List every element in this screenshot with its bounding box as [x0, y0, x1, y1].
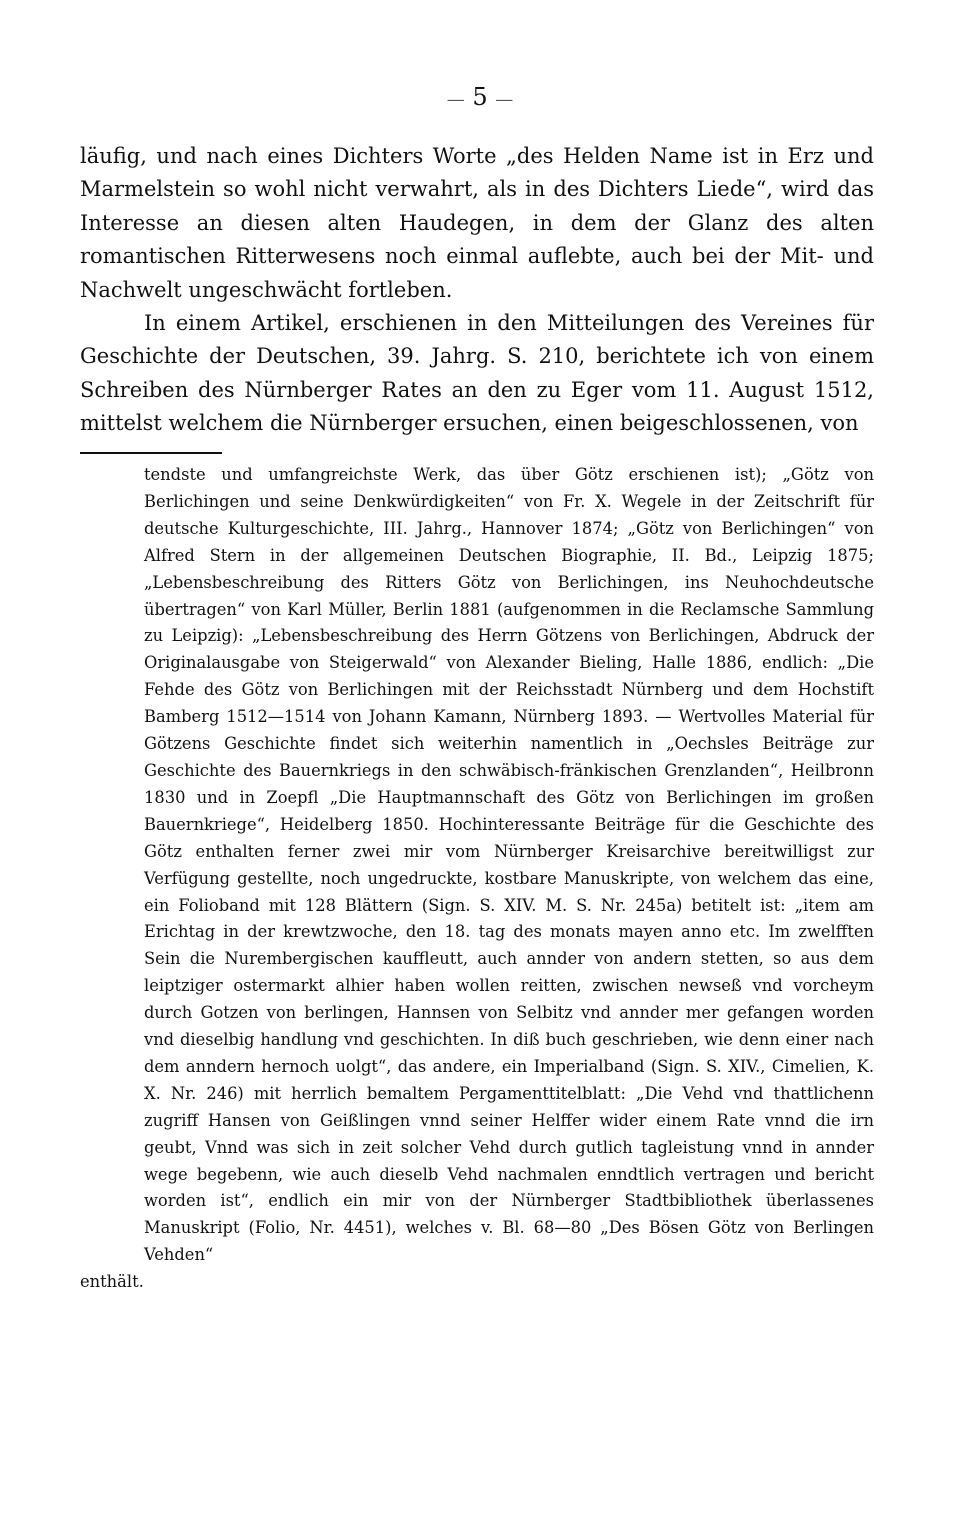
footnote-paragraph-1: tendste und umfangreichste Werk, das über Götz erschienen ist); „Götz von Berlichingen und seine Denkwürdigkeiten“ von Fr. X. Wegele in der Zeitschrift für deutsche Kulturgeschichte, III. Jahrg., Hannover 1874; „Götz von Berlichingen“ von Alfred Stern in der allgemeinen Deutschen Biographie, II. Bd., Leipzig 1875; „Lebensbeschreibung des Ritters Götz von Berlichingen, ins Neuhochdeutsche übertragen“ von Karl Müller, Berlin 1881 (aufgenommen in die Reclamsche Sammlung zu Leipzig): „Lebensbeschreibung des Herrn Götzens von Berlichingen, Abdruck der Originalausgabe von Steigerwald“ von Alexander Bieling, Halle 1886, endlich: „Die Fehde des Götz von Berlichingen mit der Reichsstadt Nürnberg und dem Hochstift Bamberg 1512—1514 von Johann Kamann, Nürnberg 1893. — Wertvolles Material für Götzens Geschichte findet sich weiterhin namentlich in „Oechsles Beiträge zur Geschichte des Bauernkriegs in den schwäbisch-fränkischen Grenzlanden“, Heilbronn 1830 und in Zoepfl „Die Hauptmannschaft des Götz von Berlichingen im großen Bauernkriege“, Heidelberg 1850. Hochinteressante Beiträge für die Geschichte des Götz enthalten ferner zwei mir vom Nürnberger Kreisarchive bereitwilligst zur Verfügung gestellte, noch ungedruckte, kostbare Manuskripte, von welchem das eine, ein Folioband mit 128 Blättern (Sign. S. XIV. M. S. Nr. 245a) betitelt ist: „item am Erichtag in der krewtzwoche, den 18. tag des monats mayen anno etc. Im zwelfften Sein die Nurembergischen kauffleutt, auch annder von andern stetten, so aus dem leiptziger ostermarkt alhier haben wollen reitten, zwischen newseß vnd vorcheym durch Gotzen von berlingen, Hannsen von Selbitz vnd annder mer gefangen worden vnd dieselbig handlung vnd geschichten. In diß buch geschrieben, wie denn einer nach dem anndern hernoch uolgt“, das andere, ein Imperialband (Sign. S. XIV., Cimelien, K. X. Nr. 246) mit herrlich bemaltem Pergamenttitelblatt: „Die Vehd vnd thattlichenn zugriff Hansen von Geißlingen vnnd seiner Helffer wider einem Rate vnnd die irn geubt, Vnnd was sich in zeit solcher Vehd durch gutlich tagleistung vnnd in annder wege begebenn, wie auch dieselb Vehd nachmalen enndtlich vertragen und bericht worden ist“, endlich ein mir von der Nürnberger Stadtbibliothek überlassenes Manuskript (Folio, Nr. 4451), welches v. Bl. 68—80 „Des Bösen Götz von Berlingen Vehden“	[144, 465, 874, 1265]
page-number-dash-right: —	[495, 89, 514, 110]
footnote-last-line: enthält.	[80, 1272, 144, 1292]
main-paragraph-2: In einem Artikel, erschienen in den Mitteilungen des Vereines für Geschichte der Deutschen, 39. Jahrg. S. 210, berichtete ich von einem Schreiben des Nürnberger Rates an den zu Eger vom 11. August 1512, mittelst welchem die Nürnberger ersuchen, einen beigeschlossenen, von	[80, 311, 874, 436]
footnote-divider	[80, 452, 222, 454]
main-text	[80, 140, 874, 441]
page-number-dash-left: —	[446, 89, 465, 110]
footnote	[80, 462, 874, 1296]
main-paragraph-1: läufig, und nach eines Dichters Worte „des Helden Name ist in Erz und Marmelstein so wohl nicht verwahrt, als in des Dichters Liede“, wird das Interesse an diesen alten Haudegen, in dem der Glanz des alten romantischen Ritterwesens noch einmal auflebte, auch bei der Mit- und Nachwelt ungeschwächt fortleben.	[80, 144, 874, 302]
page-number-value: 5	[472, 83, 488, 111]
page-number	[0, 82, 960, 115]
